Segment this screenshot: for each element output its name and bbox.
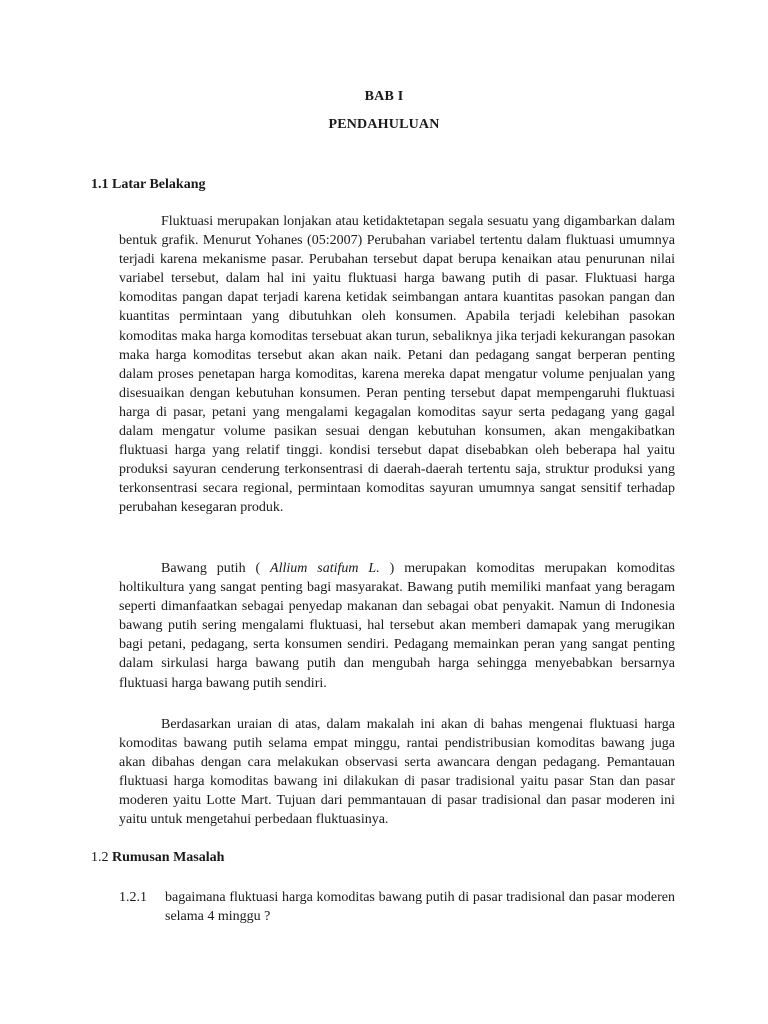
paragraph-text: Berdasarkan uraian di atas, dalam makalah ini akan di bahas mengenai fluktuasi harga komoditas bawang putih selama empat minggu, rantai pendistribusian komoditas bawang juga akan dibahas dengan cara melakukan observasi serta awancara dengan pedagang. Pemantauan fluktuasi harga komoditas bawang ini dilakukan di pasar tradisional yaitu pasar Stan dan pasar moderen yaitu Lotte Mart. Tujuan dari pemmantauan di pasar tradisional dan pasar moderen ini yaitu untuk mengetahui perbedaan fluktuasinya.: [119, 717, 675, 828]
problem-list: [119, 888, 675, 926]
section-title: Rumusan Masalah: [112, 850, 225, 865]
section-number: 1.2: [91, 850, 109, 865]
chapter-title: PENDAHULUAN: [328, 117, 440, 132]
list-item-text: bagaimana fluktuasi harga komoditas bawang putih di pasar tradisional dan pasar moderen selama 4 minggu ?: [165, 890, 675, 925]
section-title: Latar Belakang: [112, 177, 206, 192]
paragraph-fluktuasi: [119, 212, 675, 518]
chapter-number: BAB I: [364, 89, 404, 104]
paragraph-text-start: Bawang putih (: [161, 561, 271, 576]
section-number: 1.1: [91, 177, 109, 192]
scientific-name: Allium satifum L.: [270, 561, 380, 576]
list-item-number: 1.2.1: [119, 890, 147, 905]
section-heading-latar-belakang: [91, 177, 205, 193]
list-item: [119, 888, 675, 926]
section-heading-rumusan-masalah: [91, 850, 224, 866]
paragraph-text-end: ) merupakan komoditas merupakan komoditas holtikultura yang sangat penting bagi masyarakat. Bawang putih memiliki manfaat yang beragam seperti dimanfaatkan sebagai penyedap makanan dan sebagai obat penyakit. Namun di Indonesia bawang putih sering mengalami fluktuasi, hal tersebut akan memberi damapak yang merugikan bagi petani, pedagang, serta konsumen sendiri. Pedagang memainkan peran yang sangat penting dalam sirkulasi harga bawang putih dan mengubah harga sehingga menyebabkan bersarnya fluktuasi harga bawang putih sendiri.: [119, 561, 675, 691]
paragraph-text: Fluktuasi merupakan lonjakan atau ketidaktetapan segala sesuatu yang digambarkan dalam bentuk grafik. Menurut Yohanes (05:2007) Perubahan variabel tertentu dalam fluktuasi umumnya terjadi karena mekanisme pasar. Perubahan tersebut dapat berupa kenaikan atau penurunan nilai variabel tersebut, dalam hal ini yaitu fluktuasi harga bawang putih di pasar. Fluktuasi harga komoditas pangan dapat terjadi karena ketidak seimbangan antara kuantitas pasokan pangan dan kuantitas permintaan yang dibutuhkan oleh konsumen. Apabila terjadi kelebihan pasokan komoditas maka harga komoditas tersebuat akan turun, sebaliknya jika terjadi kekurangan pasokan maka harga komoditas tersebut akan akan naik. Petani dan pedagang sangat berperan penting dalam proses penetapan harga komoditas, karena mereka dapat mengatur volume penjualan yang disesuaikan dengan kebutuhan konsumen. Peran penting tersebut dapat mempengaruhi fluktuasi harga di pasar, petani yang mengalami kegagalan komoditas sayur serta pedagang yang gagal dalam mengatur volume pasikan sesuai dengan kebutuhan konsumen, akan mengakibatkan fluktuasi harga yang relatif tinggi. kondisi tersebut dapat disebabkan oleh beberapa hal yaitu produksi sayuran cenderung terkonsentrasi di daerah-daerah tertentu saja, struktur produksi yang terkonsentrasi secara regional, permintaan komoditas sayuran umumnya sangat sensitif terhadap perubahan kesegaran produk.: [119, 214, 675, 516]
paragraph-bawang-putih: [119, 559, 675, 693]
paragraph-berdasarkan: [119, 715, 675, 830]
